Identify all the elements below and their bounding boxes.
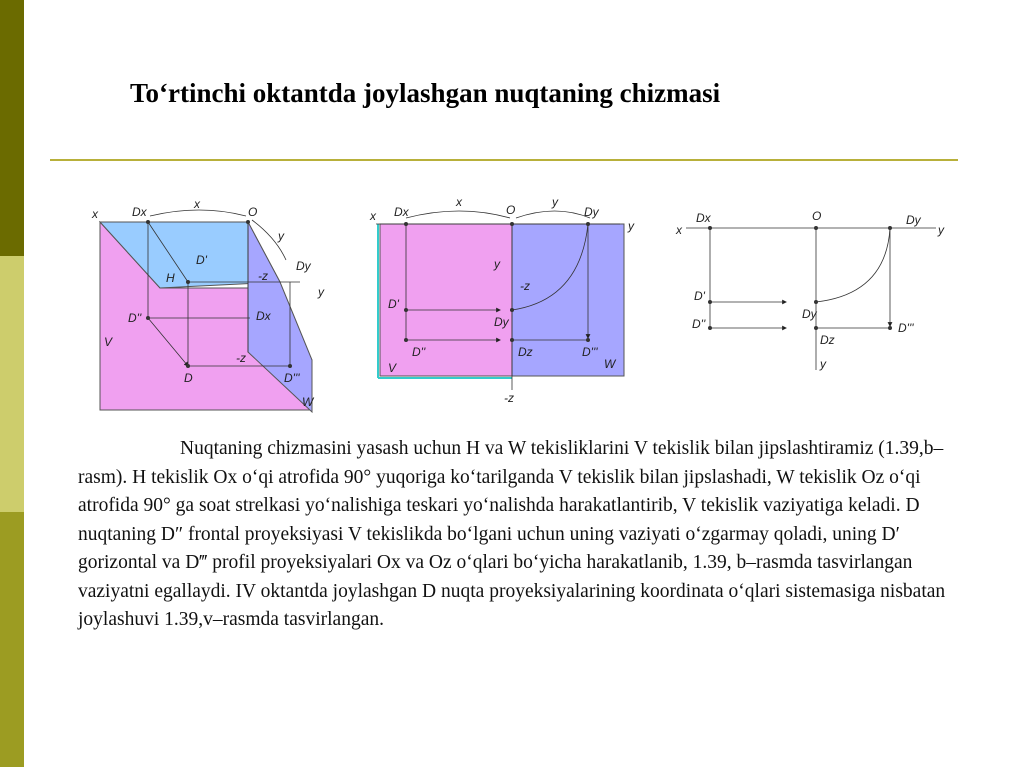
fig-c-dy: Dy <box>906 213 921 227</box>
accent-bar-mid <box>0 512 24 767</box>
fig-a-dy: Dy <box>296 259 311 273</box>
fig-b-y-vert: y <box>494 257 500 271</box>
fig-b-d-tprime: D''' <box>582 345 598 359</box>
title-underline <box>50 159 958 161</box>
fig-c-dz: Dz <box>820 333 835 347</box>
fig-a-d: D <box>184 371 193 385</box>
fig-a-dx: Dx <box>132 205 147 219</box>
slide-title: To‘rtinchi oktantda joylashgan nuqtaning chizmasi <box>130 78 721 108</box>
fig-b-y-right: y <box>628 219 634 233</box>
fig-a-v: V <box>104 335 113 349</box>
fig-b-neg-z-bottom: -z <box>504 391 514 405</box>
fig-a-d-tprime: D''' <box>284 371 300 385</box>
fig-b-x: x <box>370 209 376 223</box>
figures-area <box>80 190 980 420</box>
paragraph-text: Nuqtaning chizmasini yasash uchun H va W tekisliklarini V tekislik bilan jipslashtiramiz (1.39,b–rasm). H tekislik Ox o‘qi atrofida 90° yuqoriga ko‘tarilganda V tekislik bilan jipslashadi, W tekislik Oz o‘qi atrofida 90° ga soat strelkasi yo‘nalishiga teskari yo‘nalishda harakatlantirib, V tekislik vaziyatiga keladi. D nuqtaning D″ frontal proyeksiyasi V tekislikda bo‘lgani uchun uning vaziyati o‘zgarmay qoladi, uning D′ gorizontal va D‴ profil proyeksiyalari Ox va Oz o‘qlari bo‘yicha harakatlanib, 1.39, b–rasmda tasvirlangan vaziyatni egallaydi. IV oktantda joylashgan D nuqta proyeksiyalarining koordinata o‘qlari sistemasiga nisbatan joylashuvi 1.39,v–rasmda tasvirlangan. <box>78 438 946 630</box>
figures-svg <box>80 190 980 420</box>
fig-c-x: x <box>676 223 682 237</box>
fig-a-y-dim: y <box>278 229 284 243</box>
accent-bar-light <box>0 256 24 512</box>
fig-c-dx: Dx <box>696 211 711 225</box>
fig-b-d-prime: D' <box>388 297 399 311</box>
fig-a-h: H <box>166 271 175 285</box>
fig-a-x: x <box>92 207 98 221</box>
fig-c-d-prime: D' <box>694 289 705 303</box>
fig-c-y-right: y <box>938 223 944 237</box>
figure-a-octant-3d <box>91 197 325 412</box>
fig-b-v: V <box>388 361 397 375</box>
figure-b-unfolded <box>369 195 635 405</box>
fig-b-o: O <box>506 203 516 217</box>
fig-a-x-dim: x <box>194 197 200 211</box>
fig-c-o: O <box>812 209 822 223</box>
fig-b-dy2: Dy <box>494 315 509 329</box>
fig-b-neg-z: -z <box>520 279 530 293</box>
fig-b-d-dprime: D'' <box>412 345 426 359</box>
figure-c-epure <box>675 209 945 371</box>
fig-c-dy2: Dy <box>802 307 817 321</box>
accent-bar-dark <box>0 0 24 256</box>
fig-b-dy: Dy <box>584 205 599 219</box>
fig-a-o: O <box>248 205 258 219</box>
fig-b-dx: Dx <box>394 205 409 219</box>
fig-b-y-dim: y <box>552 195 558 209</box>
fig-a-neg-z: -z <box>258 269 268 283</box>
fig-c-d-tprime: D''' <box>898 321 914 335</box>
fig-a-neg-z2: -z <box>236 351 246 365</box>
fig-c-y-down: y <box>820 357 826 371</box>
fig-c-d-dprime: D'' <box>692 317 706 331</box>
fig-a-dx2: Dx <box>256 309 271 323</box>
fig-b-dz: Dz <box>518 345 533 359</box>
fig-a-w: W <box>302 395 314 409</box>
plane-v-b <box>380 224 512 376</box>
fig-b-w: W <box>604 357 616 371</box>
left-accent-bar <box>0 0 24 767</box>
body-paragraph <box>78 435 968 635</box>
fig-a-y-axis: y <box>318 285 324 299</box>
fig-b-x-dim: x <box>456 195 462 209</box>
fig-a-d-dprime: D'' <box>128 311 142 325</box>
fig-a-d-prime: D' <box>196 253 207 267</box>
